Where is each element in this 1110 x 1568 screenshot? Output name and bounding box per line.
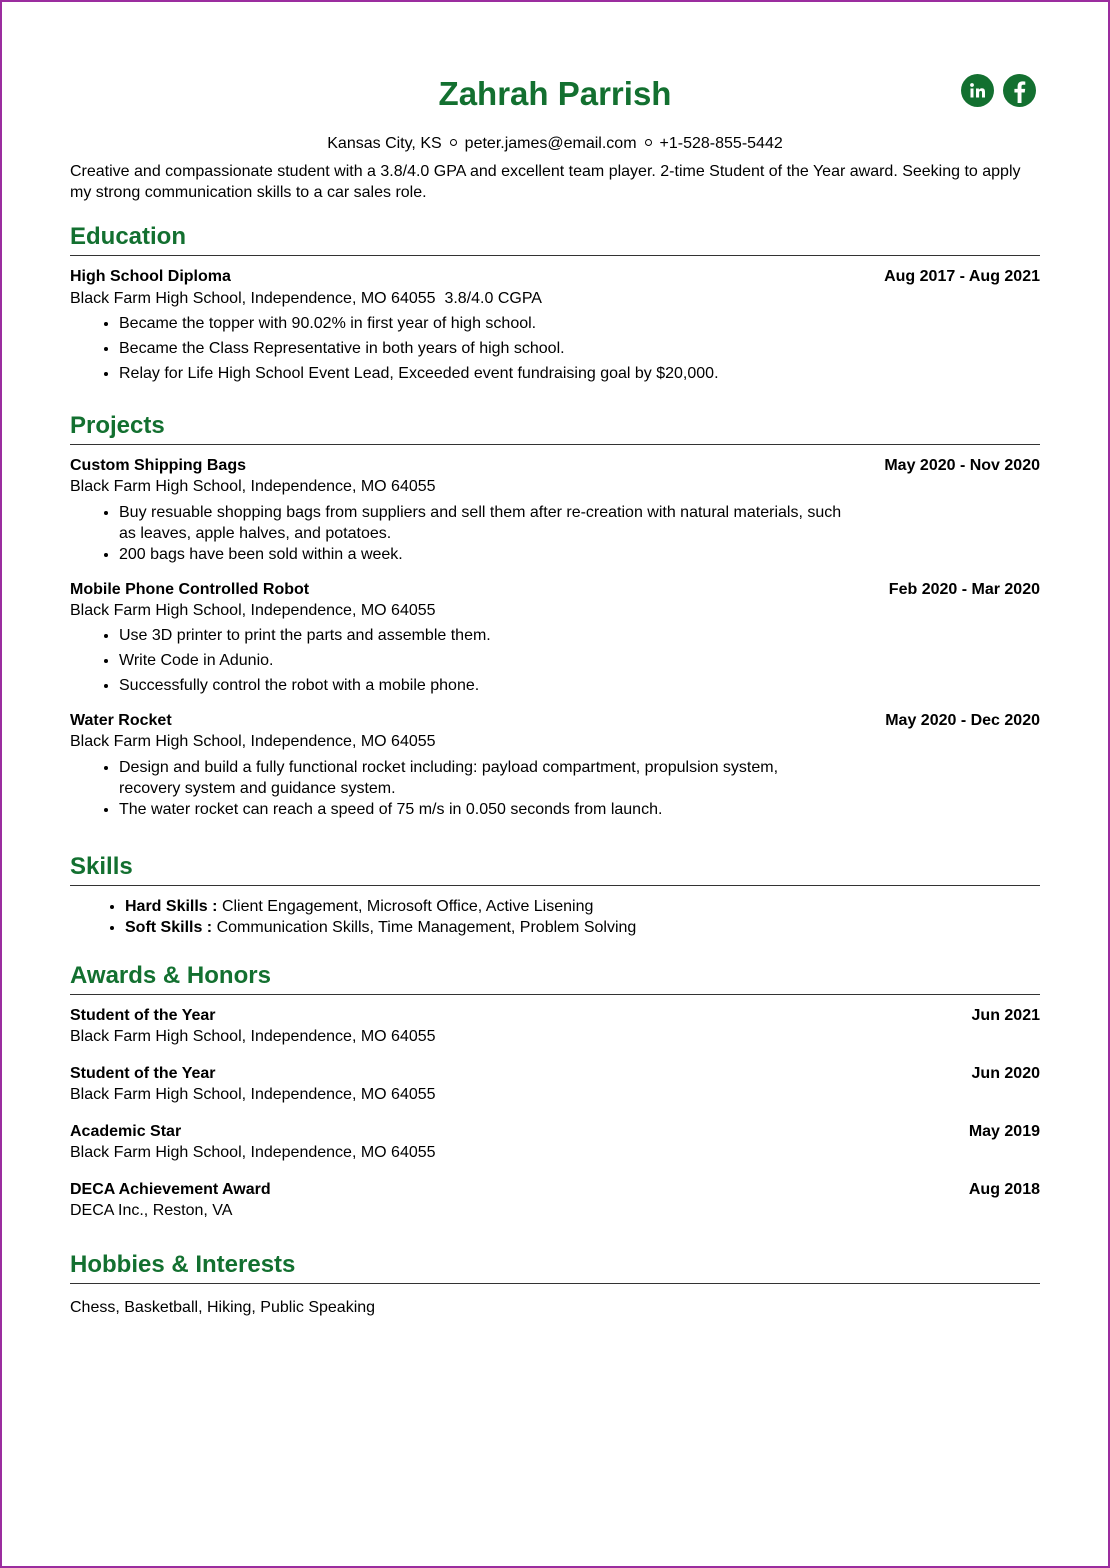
list-item: • The water rocket can reach a speed of 75 m/s in 0.050 seconds from launch. [119, 799, 835, 820]
list-item: • Became the Class Representative in both years of high school. [119, 338, 1040, 359]
degree: High School Diploma [70, 268, 231, 285]
skill-value: Communication Skills, Time Management, Problem Solving [216, 919, 637, 936]
list-item: • Successfully control the robot with a mobile phone. [119, 675, 1040, 696]
hobbies-section [70, 1250, 1040, 1318]
list-item: • Use 3D printer to print the parts and assemble them. [119, 625, 1040, 646]
contact-line [70, 134, 1040, 154]
separator-dot-icon [645, 139, 652, 146]
award-entry [70, 1063, 1040, 1105]
project-entry [70, 455, 1040, 565]
award-date: May 2019 [968, 1123, 1040, 1140]
award-entry [70, 1121, 1040, 1163]
skill-item [125, 917, 1040, 938]
dates: Feb 2020 - Mar 2020 [888, 581, 1040, 598]
award-org: Black Farm High School, Independence, MO 64055 [70, 1086, 436, 1103]
school: Black Farm High School, Independence, MO 64055 [70, 290, 436, 307]
award-org: Black Farm High School, Independence, MO 64055 [70, 1144, 436, 1161]
project-name: Custom Shipping Bags [70, 457, 246, 474]
award-name: Student of the Year [70, 1065, 216, 1082]
award-name: DECA Achievement Award [70, 1181, 271, 1198]
award-entry [70, 1179, 1040, 1221]
section-title-skills: Skills [70, 852, 1040, 886]
dates: May 2020 - Nov 2020 [884, 457, 1040, 474]
project-entry [70, 710, 1040, 820]
skills-section [70, 852, 1040, 938]
list-item: • Write Code in Adunio. [119, 650, 1040, 671]
skill-label: Hard Skills : [125, 898, 218, 915]
social-links [961, 74, 1036, 107]
skill-value: Client Engagement, Microsoft Office, Active Lisening [221, 898, 594, 915]
candidate-name: Zahrah Parrish [438, 75, 672, 112]
project-location: Black Farm High School, Independence, MO 64055 [70, 733, 436, 750]
facebook-icon[interactable] [1003, 74, 1036, 107]
linkedin-icon[interactable] [961, 74, 994, 107]
gpa: 3.8/4.0 CGPA [444, 290, 542, 307]
award-org: DECA Inc., Reston, VA [70, 1202, 233, 1219]
education-entry [70, 266, 1040, 384]
award-date: Jun 2020 [971, 1065, 1040, 1082]
location: Kansas City, KS [327, 135, 442, 152]
list-item: • Became the topper with 90.02% in first year of high school. [119, 313, 1040, 334]
summary: Creative and compassionate student with a 3.8/4.0 GPA and excellent team player. 2-time Student of the Year award. Seeking to apply my strong communication skills to a car sales role. [70, 163, 1021, 201]
phone: +1-528-855-5442 [659, 135, 783, 152]
skill-item [125, 896, 1040, 917]
email-link[interactable]: peter.james@email.com [464, 135, 637, 152]
awards-section [70, 961, 1040, 1221]
separator-dot-icon [450, 139, 457, 146]
project-location: Black Farm High School, Independence, MO 64055 [70, 478, 436, 495]
hobbies-text: Chess, Basketball, Hiking, Public Speaking [70, 1299, 376, 1316]
award-org: Black Farm High School, Independence, MO 64055 [70, 1028, 436, 1045]
skill-label: Soft Skills : [125, 919, 213, 936]
section-title-awards: Awards & Honors [70, 961, 1040, 995]
section-title-education: Education [70, 222, 1040, 256]
education-section [70, 222, 1040, 384]
section-title-hobbies: Hobbies & Interests [70, 1250, 1040, 1284]
project-entry [70, 579, 1040, 696]
list-item: • Buy resuable shopping bags from suppliers and sell them after re-creation with natural materials, such as leaves, apple halves, and potatoes. [119, 502, 855, 544]
award-date: Aug 2018 [968, 1181, 1040, 1198]
section-title-projects: Projects [70, 411, 1040, 445]
projects-section [70, 411, 1040, 820]
dates: Aug 2017 - Aug 2021 [884, 268, 1040, 285]
award-name: Student of the Year [70, 1007, 216, 1024]
award-entry [70, 1005, 1040, 1047]
dates: May 2020 - Dec 2020 [885, 712, 1040, 729]
award-name: Academic Star [70, 1123, 182, 1140]
list-item: • Relay for Life High School Event Lead, Exceeded event fundraising goal by $20,000. [119, 363, 1040, 384]
project-name: Water Rocket [70, 712, 172, 729]
project-location: Black Farm High School, Independence, MO 64055 [70, 602, 436, 619]
award-date: Jun 2021 [971, 1007, 1040, 1024]
list-item: • Design and build a fully functional rocket including: payload compartment, propulsion system, recovery system and guidance system. [119, 757, 835, 799]
list-item: • 200 bags have been sold within a week. [119, 544, 855, 565]
project-name: Mobile Phone Controlled Robot [70, 581, 310, 598]
